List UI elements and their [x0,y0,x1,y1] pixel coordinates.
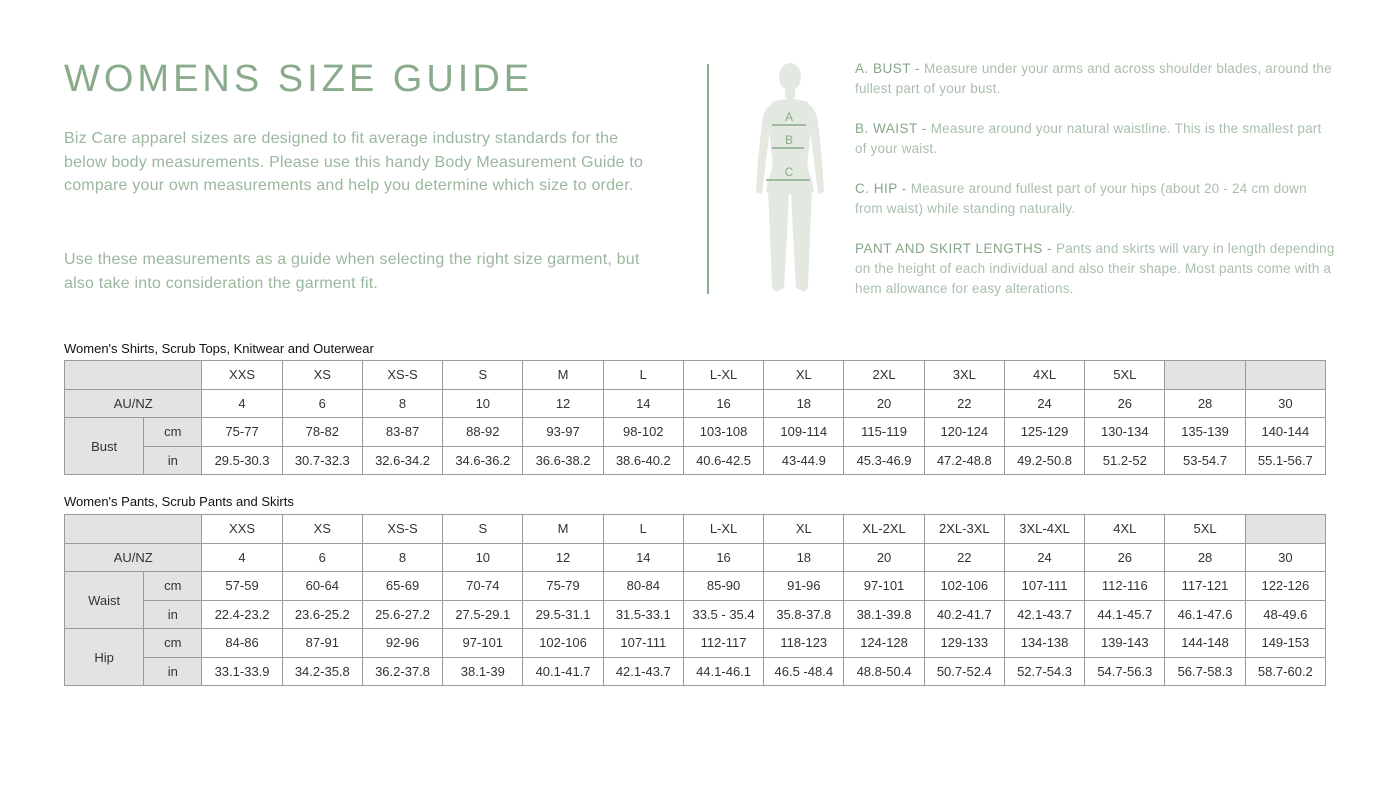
value-cell: 134-138 [1004,629,1084,658]
au-nz-cell: 8 [362,389,442,418]
value-cell: 40.2-41.7 [924,600,1004,629]
body-silhouette-icon [748,60,832,298]
value-cell: 115-119 [844,418,924,447]
value-cell: 27.5-29.1 [443,600,523,629]
value-cell: 33.1-33.9 [202,657,282,686]
corner-cell [65,515,202,544]
size-header-row [65,515,1326,544]
value-cell: 80-84 [603,572,683,601]
size-label-cell: M [523,361,603,390]
value-cell: 54.7-56.3 [1085,657,1165,686]
value-cell: 31.5-33.1 [603,600,683,629]
value-cell: 44.1-45.7 [1085,600,1165,629]
unit-label: cm [144,418,202,447]
table-row [65,418,1326,447]
vertical-divider [707,64,709,294]
size-label-cell [1165,361,1245,390]
value-cell: 32.6-34.2 [362,446,442,475]
au-nz-cell: 12 [523,543,603,572]
value-cell: 88-92 [443,418,523,447]
value-cell: 75-79 [523,572,603,601]
au-nz-row [65,389,1326,418]
value-cell: 140-144 [1245,418,1325,447]
size-label-cell [1245,515,1325,544]
value-cell: 58.7-60.2 [1245,657,1325,686]
au-nz-cell: 18 [764,543,844,572]
value-cell: 118-123 [764,629,844,658]
value-cell: 144-148 [1165,629,1245,658]
au-nz-cell: 30 [1245,543,1325,572]
value-cell: 33.5 - 35.4 [683,600,763,629]
value-cell: 91-96 [764,572,844,601]
size-label-cell: S [443,361,523,390]
page-title: WOMENS SIZE GUIDE [64,58,534,100]
intro-paragraph-2: Use these measurements as a guide when selecting the right size garment, but also take into consideration the garment fit. [64,251,640,292]
unit-label: in [144,600,202,629]
value-cell: 29.5-31.1 [523,600,603,629]
table1-title: Women's Shirts, Scrub Tops, Knitwear and Outerwear [64,341,374,356]
au-nz-cell: 24 [1004,389,1084,418]
size-label-cell: 3XL-4XL [1004,515,1084,544]
value-cell: 85-90 [683,572,763,601]
size-label-cell: S [443,515,523,544]
value-cell: 124-128 [844,629,924,658]
au-nz-cell: 20 [844,543,924,572]
value-cell: 102-106 [924,572,1004,601]
value-cell: 52.7-54.3 [1004,657,1084,686]
value-cell: 112-117 [683,629,763,658]
value-cell: 102-106 [523,629,603,658]
value-cell: 75-77 [202,418,282,447]
value-cell: 103-108 [683,418,763,447]
value-cell: 40.6-42.5 [683,446,763,475]
au-nz-cell: 24 [1004,543,1084,572]
au-nz-cell: 30 [1245,389,1325,418]
value-cell: 49.2-50.8 [1004,446,1084,475]
table-row [65,657,1326,686]
size-label-cell: L [603,361,683,390]
size-label-cell: 5XL [1165,515,1245,544]
au-nz-cell: 14 [603,543,683,572]
value-cell: 51.2-52 [1085,446,1165,475]
value-cell: 78-82 [282,418,362,447]
table-row [65,600,1326,629]
value-cell: 70-74 [443,572,523,601]
table-row [65,446,1326,475]
value-cell: 36.2-37.8 [362,657,442,686]
value-cell: 98-102 [603,418,683,447]
au-nz-cell: 8 [362,543,442,572]
au-nz-cell: 22 [924,389,1004,418]
au-nz-cell: 4 [202,389,282,418]
value-cell: 97-101 [844,572,924,601]
value-cell: 23.6-25.2 [282,600,362,629]
size-label-cell: 2XL [844,361,924,390]
value-cell: 87-91 [282,629,362,658]
au-nz-cell: 16 [683,543,763,572]
value-cell: 38.1-39.8 [844,600,924,629]
value-cell: 57-59 [202,572,282,601]
au-nz-cell: 10 [443,389,523,418]
size-label-cell: L-XL [683,361,763,390]
au-nz-row [65,543,1326,572]
au-nz-cell: 28 [1165,389,1245,418]
value-cell: 22.4-23.2 [202,600,282,629]
au-nz-label: AU/NZ [65,543,202,572]
value-cell: 44.1-46.1 [683,657,763,686]
value-cell: 122-126 [1245,572,1325,601]
au-nz-cell: 6 [282,543,362,572]
value-cell: 83-87 [362,418,442,447]
size-label-cell: L-XL [683,515,763,544]
value-cell: 125-129 [1004,418,1084,447]
measurement-instructions [855,59,1335,319]
size-label-cell: 2XL-3XL [924,515,1004,544]
au-nz-cell: 4 [202,543,282,572]
value-cell: 129-133 [924,629,1004,658]
figure-label-a: A [784,110,794,124]
value-cell: 112-116 [1085,572,1165,601]
value-cell: 36.6-38.2 [523,446,603,475]
size-label-cell: XL [764,515,844,544]
size-label-cell: XS [282,515,362,544]
au-nz-cell: 6 [282,389,362,418]
value-cell: 149-153 [1245,629,1325,658]
value-cell: 48.8-50.4 [844,657,924,686]
value-cell: 93-97 [523,418,603,447]
value-cell: 38.6-40.2 [603,446,683,475]
size-label-cell: XL [764,361,844,390]
value-cell: 53-54.7 [1165,446,1245,475]
value-cell: 46.5 -48.4 [764,657,844,686]
value-cell: 107-111 [1004,572,1084,601]
intro-paragraph-1: Biz Care apparel sizes are designed to fit average industry standards for the below body measurements. Please use this handy Body Measurement Guide to compare your own measurements and help you determine which size to order. [64,130,644,194]
size-header-row [65,361,1326,390]
value-cell: 42.1-43.7 [603,657,683,686]
unit-label: cm [144,572,202,601]
value-cell: 130-134 [1085,418,1165,447]
au-nz-cell: 18 [764,389,844,418]
figure-label-c: C [784,165,794,179]
measure-hip: C. HIP - Measure around fullest part of your hips (about 20 - 24 cm down from waist) while standing naturally. [855,181,1307,216]
size-label-cell: XXS [202,515,282,544]
size-label-cell: XS-S [362,361,442,390]
size-label-cell: XS [282,361,362,390]
value-cell: 34.2-35.8 [282,657,362,686]
value-cell: 38.1-39 [443,657,523,686]
au-nz-cell: 12 [523,389,603,418]
value-cell: 46.1-47.6 [1165,600,1245,629]
figure-label-b: B [784,133,794,147]
value-cell: 55.1-56.7 [1245,446,1325,475]
size-label-cell: XL-2XL [844,515,924,544]
unit-label: in [144,657,202,686]
value-cell: 50.7-52.4 [924,657,1004,686]
value-cell: 34.6-36.2 [443,446,523,475]
au-nz-cell: 20 [844,389,924,418]
tops-size-table [64,360,1326,475]
au-nz-cell: 14 [603,389,683,418]
au-nz-cell: 26 [1085,543,1165,572]
value-cell: 97-101 [443,629,523,658]
size-label-cell: 5XL [1085,361,1165,390]
measure-group-label: Bust [65,418,144,475]
au-nz-cell: 26 [1085,389,1165,418]
value-cell: 56.7-58.3 [1165,657,1245,686]
value-cell: 135-139 [1165,418,1245,447]
measure-group-label: Hip [65,629,144,686]
measure-group-label: Waist [65,572,144,629]
au-nz-cell: 28 [1165,543,1245,572]
unit-label: cm [144,629,202,658]
size-label-cell [1245,361,1325,390]
table2-title: Women's Pants, Scrub Pants and Skirts [64,494,294,509]
value-cell: 42.1-43.7 [1004,600,1084,629]
pants-size-table [64,514,1326,686]
au-nz-cell: 16 [683,389,763,418]
value-cell: 40.1-41.7 [523,657,603,686]
size-label-cell: XS-S [362,515,442,544]
table-row [65,572,1326,601]
value-cell: 139-143 [1085,629,1165,658]
value-cell: 47.2-48.8 [924,446,1004,475]
au-nz-cell: 22 [924,543,1004,572]
value-cell: 84-86 [202,629,282,658]
size-label-cell: L [603,515,683,544]
size-label-cell: 3XL [924,361,1004,390]
value-cell: 45.3-46.9 [844,446,924,475]
au-nz-cell: 10 [443,543,523,572]
value-cell: 65-69 [362,572,442,601]
value-cell: 117-121 [1165,572,1245,601]
value-cell: 120-124 [924,418,1004,447]
value-cell: 60-64 [282,572,362,601]
value-cell: 48-49.6 [1245,600,1325,629]
value-cell: 109-114 [764,418,844,447]
measure-bust: A. BUST - Measure under your arms and across shoulder blades, around the fullest part of your bust. [855,61,1332,96]
measure-waist: B. WAIST - Measure around your natural waistline. This is the smallest part of your waist. [855,121,1322,156]
value-cell: 29.5-30.3 [202,446,282,475]
value-cell: 25.6-27.2 [362,600,442,629]
size-label-cell: M [523,515,603,544]
size-label-cell: 4XL [1004,361,1084,390]
unit-label: in [144,446,202,475]
au-nz-label: AU/NZ [65,389,202,418]
table-row [65,629,1326,658]
value-cell: 107-111 [603,629,683,658]
value-cell: 35.8-37.8 [764,600,844,629]
value-cell: 30.7-32.3 [282,446,362,475]
value-cell: 43-44.9 [764,446,844,475]
value-cell: 92-96 [362,629,442,658]
size-label-cell: 4XL [1085,515,1165,544]
measure-lengths: PANT AND SKIRT LENGTHS - Pants and skirts will vary in length depending on the height of each individual and also their shape. Most pants come with a hem allowance for easy alterations. [855,241,1335,296]
corner-cell [65,361,202,390]
size-label-cell: XXS [202,361,282,390]
